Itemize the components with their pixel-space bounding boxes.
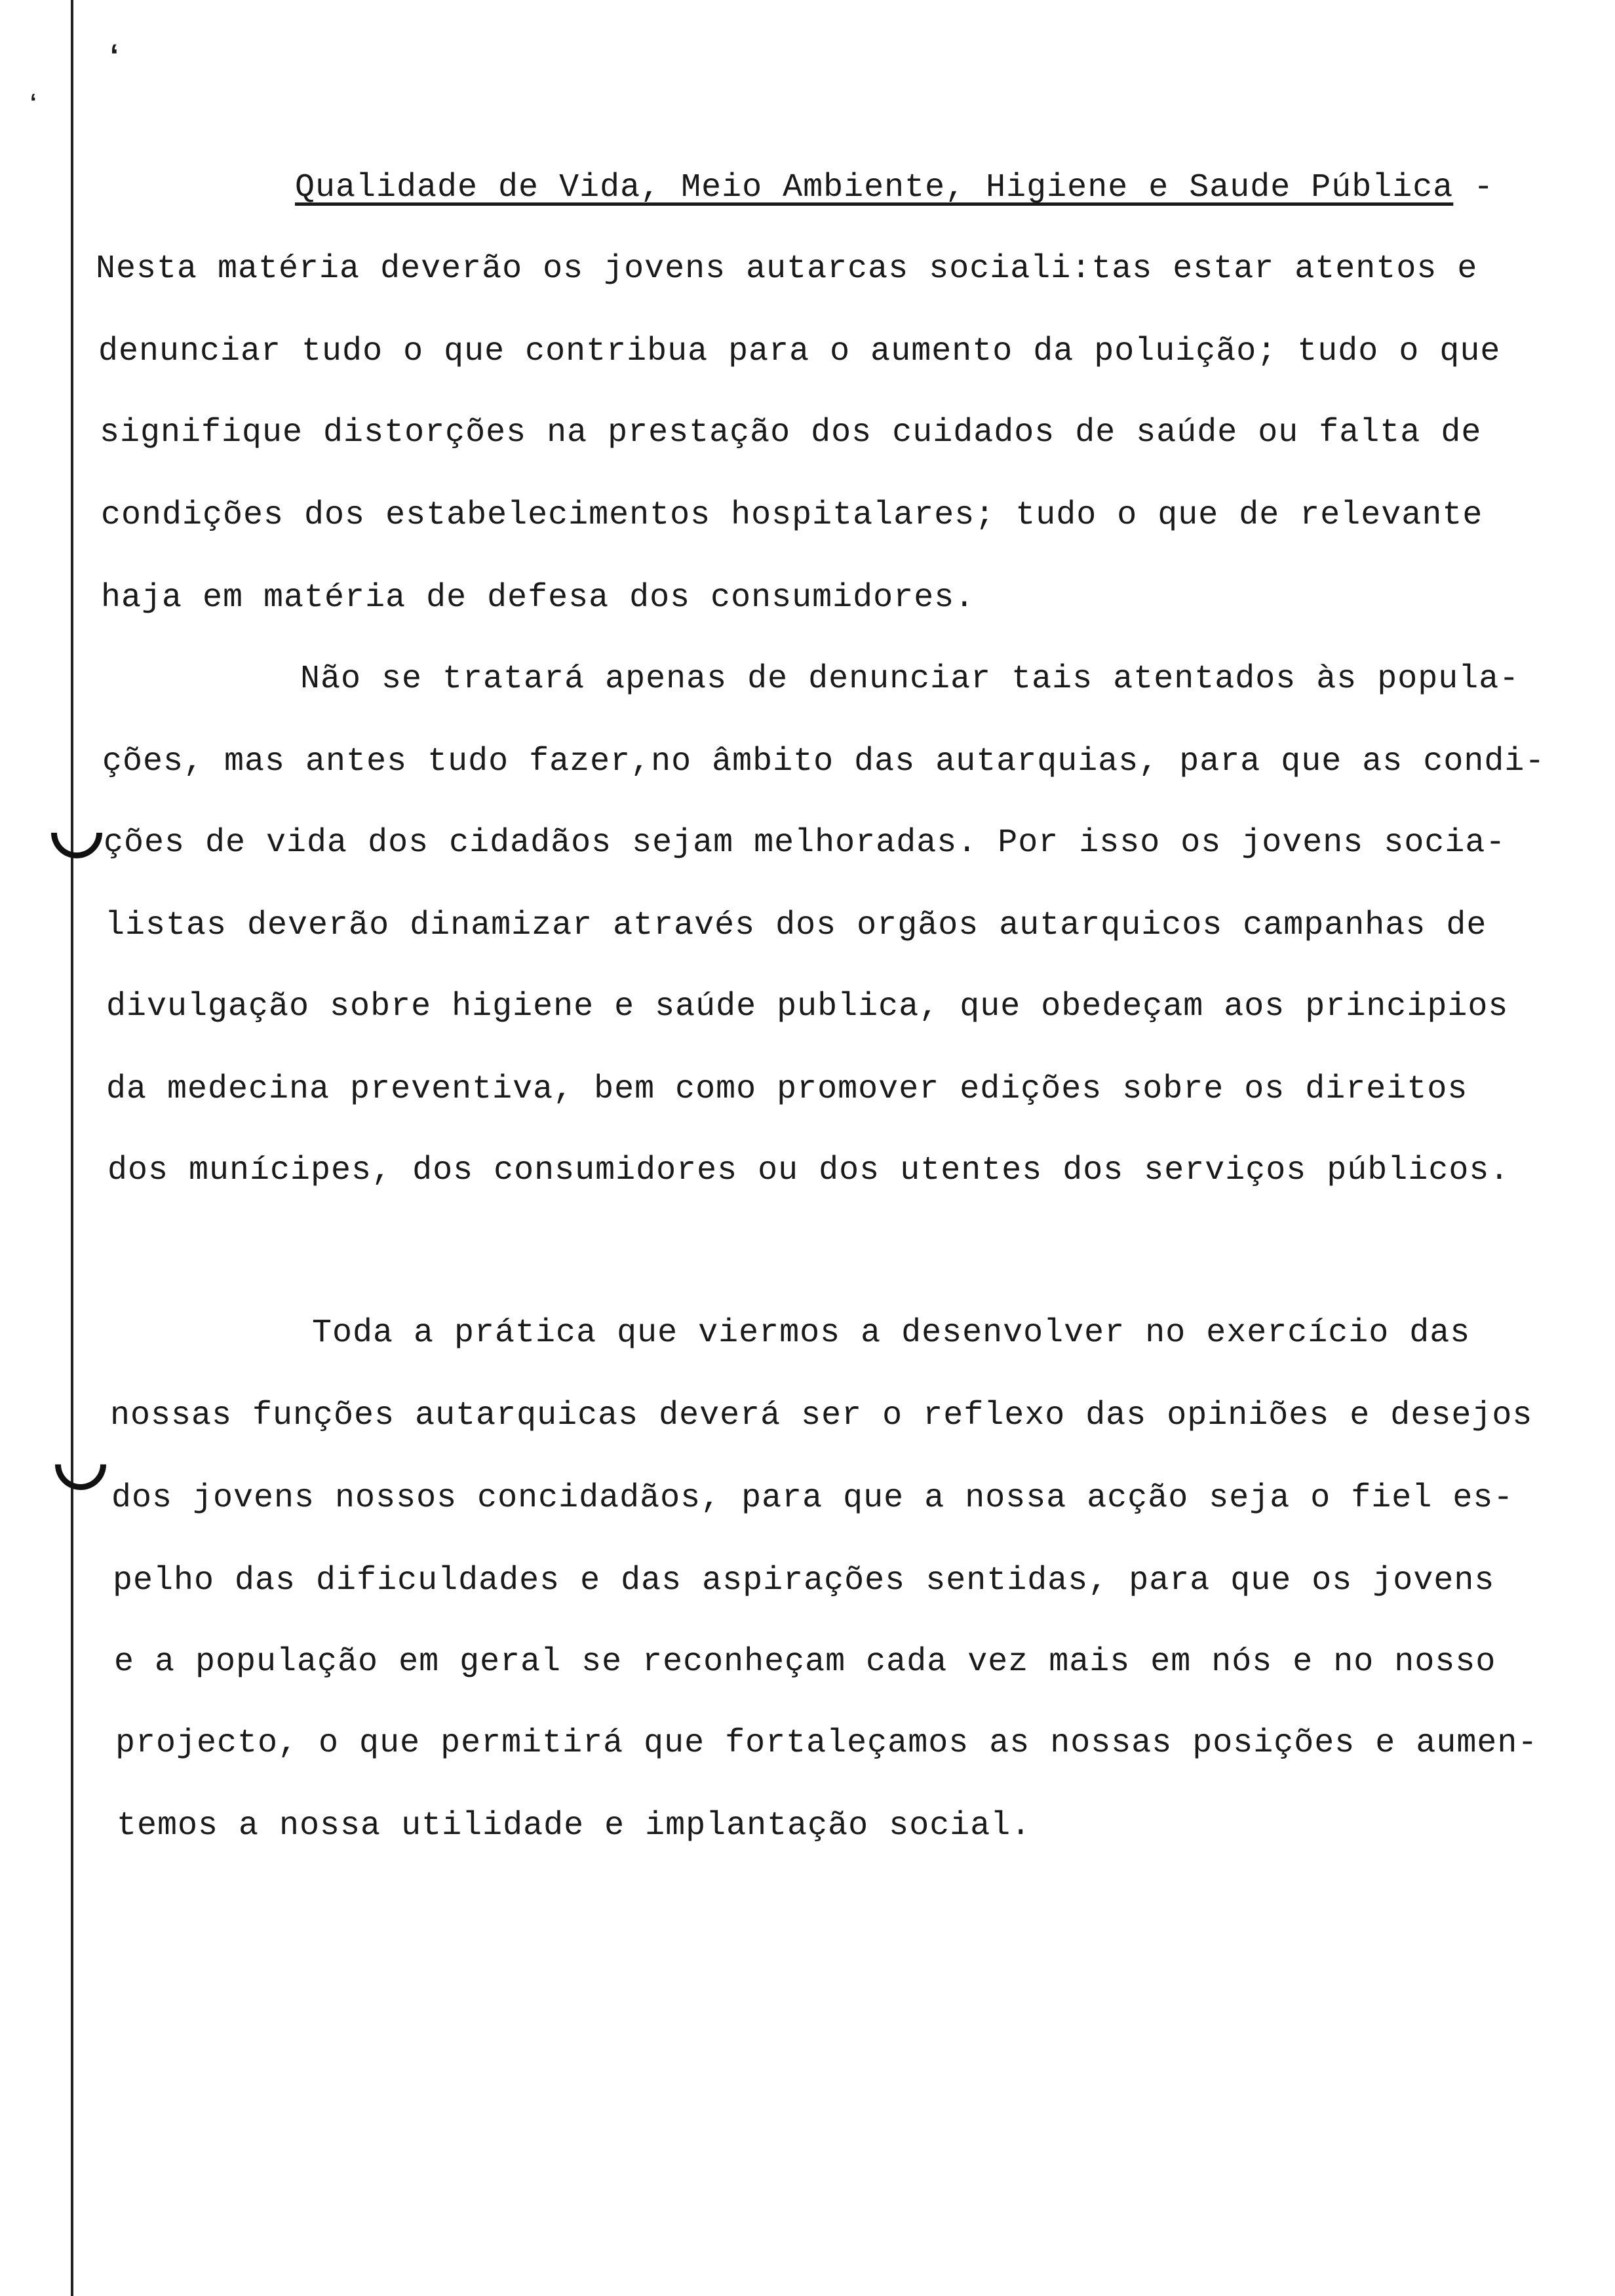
body-line-17: e a população em geral se reconheçam cada vez mais em nós e no nosso	[114, 1643, 1496, 1681]
body-line-4: condições dos estabelecimentos hospitalares; tudo o que de relevante	[101, 497, 1483, 534]
binder-hole-mark-2	[45, 1428, 117, 1501]
body-line-11: da medecina preventiva, bem como promover edições sobre os direitos	[106, 1071, 1468, 1108]
body-line-9: listas deverão dinamizar através dos orgãos autarquicos campanhas de	[105, 907, 1487, 944]
body-line-18: projecto, o que permitirá que fortaleçamos as nossas posições e aumen-	[115, 1725, 1538, 1762]
body-line-6: Não se tratará apenas de denunciar tais atentados às popula-	[300, 660, 1520, 698]
section-heading	[295, 169, 1494, 206]
body-line-1: Nesta matéria deverão os jovens autarcas sociali:tas estar atentos e	[96, 250, 1478, 288]
body-line-3: signifique distorções na prestação dos cuidados de saúde ou falta de	[100, 414, 1482, 451]
binder-hole-mark-1	[41, 797, 113, 869]
body-line-10: divulgação sobre higiene e saúde publica, que obedeçam aos principios	[106, 988, 1509, 1025]
body-line-15: dos jovens nossos concidadãos, para que a nossa acção seja o fiel es-	[111, 1480, 1514, 1517]
heading-text: Qualidade de Vida, Meio Ambiente, Higiene e Saude Pública	[295, 169, 1454, 206]
body-line-16: pelho das dificuldades e das aspirações sentidas, para que os jovens	[113, 1562, 1495, 1599]
heading-dash: -	[1453, 169, 1494, 206]
body-line-7: ções, mas antes tudo fazer,no âmbito das autarquias, para que as condi-	[102, 743, 1546, 780]
body-line-14: nossas funções autarquicas deverá ser o reflexo das opiniões e desejos	[110, 1397, 1533, 1434]
body-line-19: temos a nossa utilidade e implantação social.	[117, 1807, 1032, 1845]
body-line-5: haja em matéria de defesa dos consumidores.	[101, 579, 975, 617]
margin-mark-top: ʻ	[105, 41, 124, 76]
body-line-12: dos munícipes, dos consumidores ou dos utentes dos serviços públicos.	[107, 1152, 1510, 1189]
margin-mark-left: ʻ	[26, 90, 41, 117]
body-line-2: denunciar tudo o que contribua para o aumento da poluição; tudo o que	[98, 333, 1501, 370]
body-line-8: ções de vida dos cidadãos sejam melhoradas. Por isso os jovens socia-	[104, 824, 1506, 862]
body-line-13: Toda a prática que viermos a desenvolver no exercício das	[312, 1314, 1471, 1352]
left-margin-rule	[71, 0, 73, 2296]
